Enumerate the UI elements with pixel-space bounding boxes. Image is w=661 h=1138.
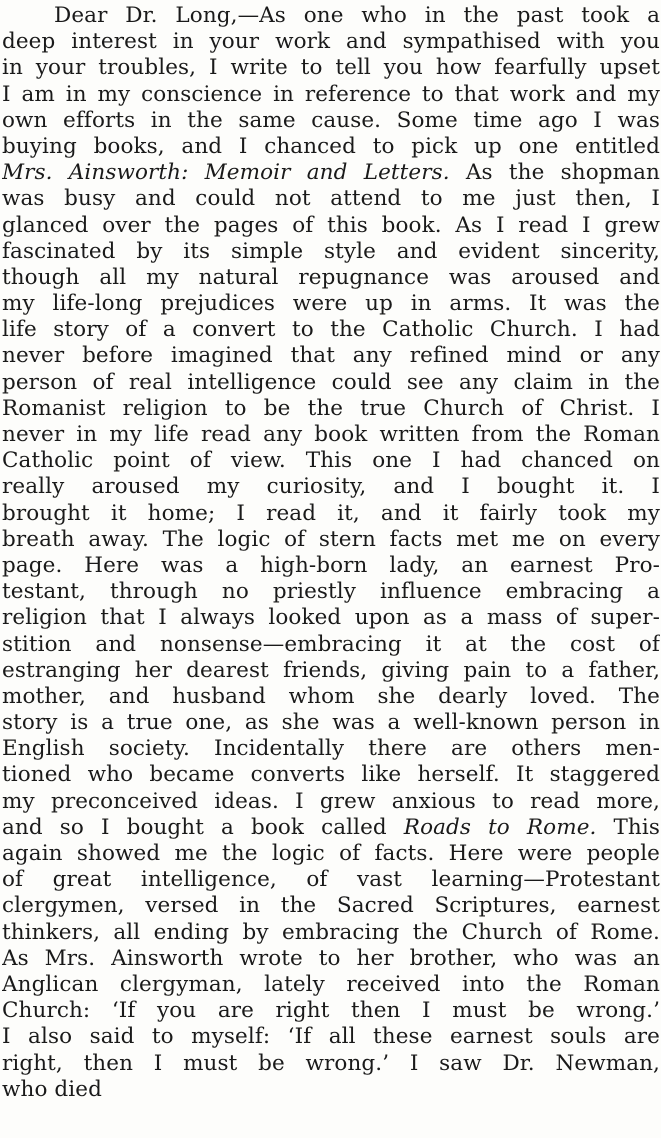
text-line — [2, 55, 660, 81]
text-segment: glanced over the pages of this book. As I read I grew — [2, 212, 660, 238]
text-line — [2, 370, 660, 396]
text-segment: As the shopman — [449, 160, 660, 186]
text-line — [2, 474, 660, 500]
text-line — [2, 108, 660, 134]
text-segment: really aroused my curiosity, and I bought it. I — [2, 474, 660, 500]
text-line — [2, 658, 660, 684]
text-segment: fascinated by its simple style and evident sincerity, — [2, 238, 660, 264]
text-segment: and so I bought a book called — [2, 814, 404, 840]
text-line — [2, 396, 660, 422]
text-segment: Anglican clergyman, lately received into the Roman — [2, 971, 660, 997]
text-segment: estranging her dearest friends, giving pain to a father, — [2, 657, 660, 683]
text-segment: I also said to myself: ‘If all these earnest souls are — [2, 1024, 660, 1050]
text-segment: never before imagined that any refined mind or any — [2, 343, 660, 369]
text-line — [2, 946, 660, 972]
text-segment: again showed me the logic of facts. Here were people — [2, 841, 660, 866]
text-segment: my life-long prejudices were up in arms. It was the — [2, 291, 660, 317]
text-segment: never in my life read any book written from the Roman — [2, 422, 660, 447]
text-segment: I am in my conscience in reference to that work and my — [2, 81, 660, 107]
text-segment: religion that I always looked upon as a mass of super- — [2, 605, 660, 631]
text-segment: breath away. The logic of stern facts met me on every — [2, 526, 660, 552]
text-segment: buying books, and I chanced to pick up one entitled — [2, 133, 660, 159]
text-line — [2, 343, 660, 369]
text-line — [2, 762, 660, 788]
text-line — [2, 789, 660, 815]
text-line — [2, 239, 660, 265]
text-segment: person of real intelligence could see any claim in the — [2, 369, 660, 395]
text-segment: thinkers, all ending by embracing the Church of Rome. — [2, 919, 660, 945]
text-line — [2, 1024, 660, 1050]
text-segment: testant, through no priestly influence embracing a — [2, 579, 660, 605]
text-segment: my preconceived ideas. I grew anxious to read more, — [2, 788, 660, 814]
italic-title: Roads to Rome. — [403, 814, 597, 840]
text-line — [2, 867, 660, 893]
text-line — [2, 893, 660, 919]
text-line — [2, 632, 660, 658]
text-line — [2, 501, 660, 527]
text-segment: As Mrs. Ainsworth wrote to her brother, who was an — [2, 945, 660, 971]
text-line — [2, 710, 660, 736]
text-segment: tioned who became converts like herself. It staggered — [2, 762, 660, 788]
text-line — [2, 998, 660, 1024]
text-segment: deep interest in your work and sympathised with you — [2, 29, 660, 55]
text-segment: life story of a convert to the Catholic Church. I had — [2, 317, 660, 343]
text-segment: brought it home; I read it, and it fairly took my — [2, 500, 660, 526]
text-line — [2, 448, 660, 474]
text-line — [2, 920, 660, 946]
text-segment: This — [596, 814, 660, 840]
text-segment: clergymen, versed in the Sacred Scriptures, earnest — [2, 893, 660, 919]
text-line — [2, 736, 660, 762]
text-line — [2, 317, 660, 343]
text-line — [2, 1051, 660, 1077]
text-line — [2, 605, 660, 631]
text-segment: stition and nonsense—embracing it at the cost of — [2, 631, 660, 657]
text-segment: who died — [2, 1076, 102, 1102]
text-line — [2, 422, 660, 448]
text-segment: though all my natural repugnance was aroused and — [2, 264, 660, 290]
text-segment: of great intelligence, of vast learning—Protestant — [2, 867, 660, 893]
text-segment: was busy and could not attend to me just then, I — [2, 186, 660, 212]
text-segment: in your troubles, I write to tell you how fearfully upset — [2, 55, 660, 81]
text-line — [2, 134, 660, 160]
text-segment: page. Here was a high-born lady, an earnest Pro- — [2, 552, 660, 578]
text-segment: Romanist religion to be the true Church of Christ. I — [2, 395, 660, 421]
text-segment: Church: ‘If you are right then I must be wrong.’ — [2, 998, 660, 1024]
text-line — [2, 579, 660, 605]
text-line — [2, 972, 660, 998]
text-line — [2, 186, 660, 212]
text-segment: Catholic point of view. This one I had chanced on — [2, 448, 660, 474]
text-line — [2, 553, 660, 579]
text-segment: mother, and husband whom she dearly loved. The — [2, 683, 660, 709]
text-line — [2, 841, 660, 867]
text-line — [2, 527, 660, 553]
text-line — [2, 265, 660, 291]
text-line — [2, 1077, 660, 1103]
text-segment: Dear Dr. Long,—As one who in the past took a — [54, 3, 660, 28]
text-segment: own efforts in the same cause. Some time ago I was — [2, 107, 660, 133]
text-line — [2, 815, 660, 841]
text-line — [2, 291, 660, 317]
text-segment: story is a true one, as she was a well-known person in — [2, 710, 660, 736]
text-line — [2, 82, 660, 108]
text-line — [2, 213, 660, 239]
italic-title: Mrs. Ainsworth: Memoir and Letters. — [2, 160, 450, 186]
text-line — [2, 3, 660, 29]
letter-text-column — [2, 3, 660, 1103]
text-line — [2, 29, 660, 55]
text-line — [2, 160, 660, 186]
text-segment: right, then I must be wrong.’ I saw Dr. Newman, — [2, 1050, 660, 1076]
text-segment: English society. Incidentally there are others men- — [2, 736, 660, 762]
text-line — [2, 684, 660, 710]
